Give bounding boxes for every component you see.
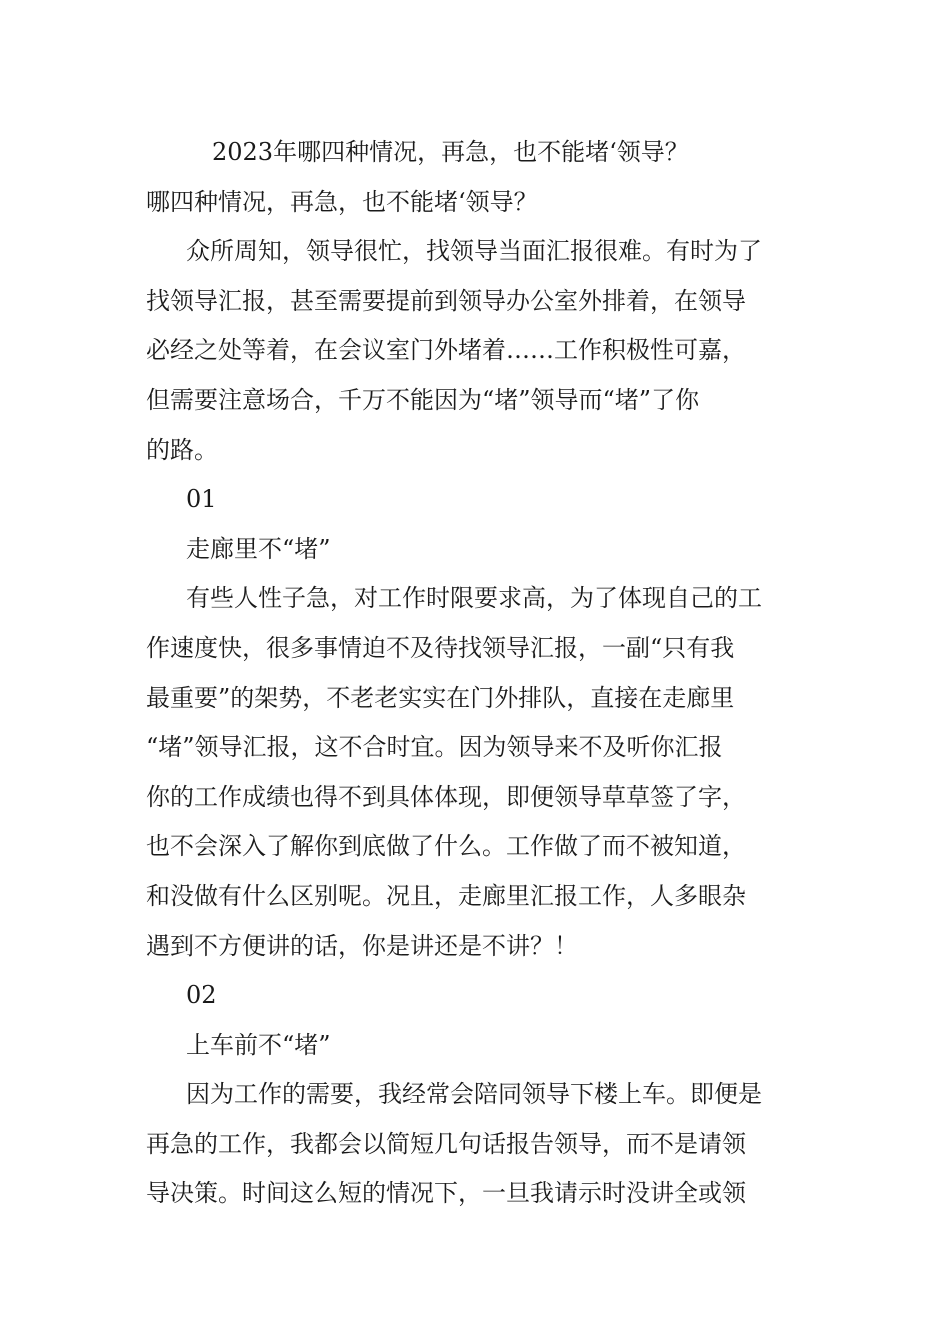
paragraph-line: 导决策。时间这么短的情况下，一旦我请示时没讲全或领 — [146, 1179, 746, 1208]
paragraph-line: 和没做有什么区别呢。况且，走廊里汇报工作，人多眼杂 — [146, 881, 746, 910]
section-paragraph — [146, 1070, 810, 1219]
section-1 — [146, 475, 810, 971]
document-title: 2023年哪四种情况，再急，也不能堵‘领导？ — [212, 138, 689, 166]
section-heading: 走廊里不“堵” — [186, 534, 331, 563]
paragraph-line: “堵”领导汇报，这不合时宜。因为领导来不及听你汇报 — [146, 733, 723, 762]
paragraph-line: 你的工作成绩也得不到具体体现，即便领导草草签了字， — [146, 782, 746, 811]
paragraph-line: 有些人性子急，对工作时限要求高，为了体现自己的工 — [186, 584, 762, 613]
paragraph-line: 也不会深入了解你到底做了什么。工作做了而不被知道， — [146, 832, 746, 861]
intro-line: 必经之处等着，在会议室门外堵着……工作积极性可嘉， — [146, 336, 746, 365]
section-2 — [146, 971, 810, 1219]
intro-line: 但需要注意场合，千万不能因为“堵”领导而“堵”了你 — [146, 385, 700, 414]
paragraph-line: 最重要”的架势，不老老实实在门外排队，直接在走廊里 — [146, 683, 735, 712]
paragraph-line: 作速度快，很多事情迫不及待找领导汇报，一副“只有我 — [146, 633, 735, 662]
intro-line: 众所周知，领导很忙，找领导当面汇报很难。有时为了 — [186, 237, 762, 266]
section-number: 02 — [186, 981, 217, 1010]
section-number: 01 — [186, 485, 217, 514]
paragraph-line: 再急的工作，我都会以简短几句话报告领导，而不是请领 — [146, 1129, 746, 1158]
section-heading: 上车前不“堵” — [186, 1030, 331, 1059]
intro-line: 的路。 — [146, 435, 218, 464]
document-subtitle: 哪四种情况，再急，也不能堵‘领导？ — [146, 187, 538, 216]
intro-line: 找领导汇报，甚至需要提前到领导办公室外排着，在领导 — [146, 286, 746, 315]
paragraph-line: 遇到不方便讲的话，你是讲还是不讲？！ — [146, 931, 578, 960]
paragraph-line: 因为工作的需要，我经常会陪同领导下楼上车。即便是 — [186, 1080, 762, 1109]
document-body — [146, 128, 810, 1219]
section-paragraph — [146, 574, 810, 971]
intro-paragraph — [146, 227, 810, 475]
